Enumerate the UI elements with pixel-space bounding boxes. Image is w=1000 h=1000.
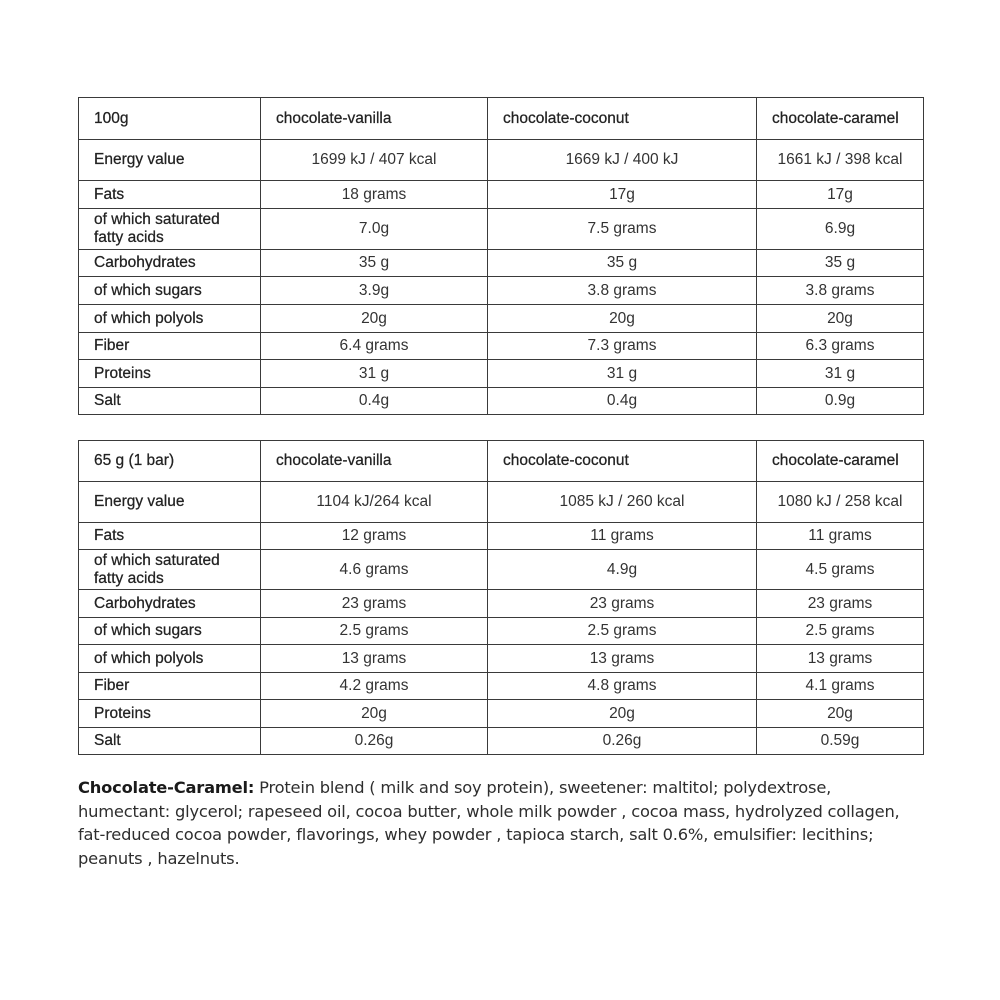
nutrient-value: 20g xyxy=(261,305,488,333)
nutrient-value: 4.8 grams xyxy=(488,673,757,700)
nutrient-value: 7.3 grams xyxy=(488,333,757,360)
table-row xyxy=(79,388,924,415)
ingredients-text: Protein blend ( milk and soy protein), sweetener: maltitol; polydextrose, humectant: glycerol; rapeseed oil, cocoa butter, whole milk powder , cocoa mass, hydrolyzed collagen, fat-reduced cocoa powder, flavorings, whey powder , tapioca starch, salt 0.6%, emulsifier: lecithins; peanuts , hazelnuts. xyxy=(78,778,900,868)
flavor-header: chocolate-vanilla xyxy=(261,441,488,482)
nutrient-value: 23 grams xyxy=(757,590,924,618)
nutrient-value: 0.4g xyxy=(488,388,757,415)
nutrient-value: 0.26g xyxy=(488,728,757,755)
nutrient-value: 23 grams xyxy=(488,590,757,618)
nutrient-value: 4.6 grams xyxy=(261,550,488,590)
nutrient-value: 20g xyxy=(757,700,924,728)
nutrient-value: 4.1 grams xyxy=(757,673,924,700)
nutrition-table-per-bar xyxy=(78,440,924,755)
ingredients-title: Chocolate-Caramel: xyxy=(78,778,255,797)
table-row xyxy=(79,181,924,209)
nutrient-value: 2.5 grams xyxy=(757,618,924,645)
nutrient-value: 23 grams xyxy=(261,590,488,618)
nutrient-value: 20g xyxy=(488,305,757,333)
table-row xyxy=(79,305,924,333)
nutrient-value: 6.9g xyxy=(757,209,924,250)
nutrient-value: 7.5 grams xyxy=(488,209,757,250)
table-row xyxy=(79,482,924,523)
table-row xyxy=(79,360,924,388)
table-row xyxy=(79,728,924,755)
flavor-header: chocolate-coconut xyxy=(488,441,757,482)
table-row xyxy=(79,277,924,305)
serving-size-header: 65 g (1 bar) xyxy=(79,441,261,482)
nutrient-value: 35 g xyxy=(488,250,757,277)
nutrient-value: 1085 kJ / 260 kcal xyxy=(488,482,757,523)
nutrient-label: Energy value xyxy=(79,140,261,181)
nutrient-value: 13 grams xyxy=(757,645,924,673)
table-row xyxy=(79,209,924,250)
nutrient-label: of which saturated fatty acids xyxy=(79,550,261,590)
nutrient-value: 0.9g xyxy=(757,388,924,415)
nutrient-value: 6.4 grams xyxy=(261,333,488,360)
nutrient-label: Carbohydrates xyxy=(79,250,261,277)
flavor-header: chocolate-caramel xyxy=(757,98,924,140)
nutrient-value: 0.4g xyxy=(261,388,488,415)
nutrient-value: 1699 kJ / 407 kcal xyxy=(261,140,488,181)
table-row xyxy=(79,550,924,590)
nutrient-label: Fiber xyxy=(79,673,261,700)
table-row xyxy=(79,645,924,673)
nutrient-value: 17g xyxy=(488,181,757,209)
table-row xyxy=(79,140,924,181)
nutrient-value: 7.0g xyxy=(261,209,488,250)
table-row xyxy=(79,590,924,618)
nutrient-value: 3.9g xyxy=(261,277,488,305)
nutrient-value: 31 g xyxy=(488,360,757,388)
nutrient-value: 35 g xyxy=(261,250,488,277)
nutrient-value: 3.8 grams xyxy=(757,277,924,305)
nutrient-value: 1669 kJ / 400 kJ xyxy=(488,140,757,181)
nutrient-value: 1104 kJ/264 kcal xyxy=(261,482,488,523)
table-header-row xyxy=(79,98,924,140)
flavor-header: chocolate-coconut xyxy=(488,98,757,140)
nutrient-value: 11 grams xyxy=(488,523,757,550)
nutrient-value: 2.5 grams xyxy=(261,618,488,645)
nutrient-value: 31 g xyxy=(261,360,488,388)
nutrient-value: 11 grams xyxy=(757,523,924,550)
nutrient-label: Fats xyxy=(79,523,261,550)
nutrient-value: 18 grams xyxy=(261,181,488,209)
table-row xyxy=(79,618,924,645)
nutrient-label: of which sugars xyxy=(79,618,261,645)
nutrient-value: 13 grams xyxy=(261,645,488,673)
nutrient-label: of which saturated fatty acids xyxy=(79,209,261,250)
nutrient-label: Salt xyxy=(79,388,261,415)
nutrient-value: 17g xyxy=(757,181,924,209)
nutrient-value: 2.5 grams xyxy=(488,618,757,645)
table-row xyxy=(79,333,924,360)
table-header-row xyxy=(79,441,924,482)
nutrient-label: of which polyols xyxy=(79,305,261,333)
table-row xyxy=(79,523,924,550)
table-row xyxy=(79,673,924,700)
nutrient-label: Energy value xyxy=(79,482,261,523)
nutrient-label: Proteins xyxy=(79,360,261,388)
table-row xyxy=(79,700,924,728)
nutrient-value: 20g xyxy=(757,305,924,333)
nutrient-value: 20g xyxy=(261,700,488,728)
nutrient-value: 35 g xyxy=(757,250,924,277)
nutrient-value: 13 grams xyxy=(488,645,757,673)
nutrient-label: of which sugars xyxy=(79,277,261,305)
nutrient-value: 31 g xyxy=(757,360,924,388)
nutrient-value: 4.5 grams xyxy=(757,550,924,590)
nutrient-label: Salt xyxy=(79,728,261,755)
nutrient-value: 4.2 grams xyxy=(261,673,488,700)
nutrient-value: 3.8 grams xyxy=(488,277,757,305)
flavor-header: chocolate-caramel xyxy=(757,441,924,482)
ingredients-paragraph xyxy=(78,776,908,870)
nutrient-value: 20g xyxy=(488,700,757,728)
nutrient-label: Carbohydrates xyxy=(79,590,261,618)
nutrient-label: of which polyols xyxy=(79,645,261,673)
nutrient-value: 0.26g xyxy=(261,728,488,755)
nutrient-label: Fats xyxy=(79,181,261,209)
nutrient-value: 12 grams xyxy=(261,523,488,550)
nutrient-label: Proteins xyxy=(79,700,261,728)
nutrient-value: 1661 kJ / 398 kcal xyxy=(757,140,924,181)
table-row xyxy=(79,250,924,277)
nutrient-value: 1080 kJ / 258 kcal xyxy=(757,482,924,523)
nutrient-value: 4.9g xyxy=(488,550,757,590)
nutrition-table-100g xyxy=(78,97,924,415)
nutrient-label: Fiber xyxy=(79,333,261,360)
nutrient-value: 6.3 grams xyxy=(757,333,924,360)
flavor-header: chocolate-vanilla xyxy=(261,98,488,140)
serving-size-header: 100g xyxy=(79,98,261,140)
nutrient-value: 0.59g xyxy=(757,728,924,755)
